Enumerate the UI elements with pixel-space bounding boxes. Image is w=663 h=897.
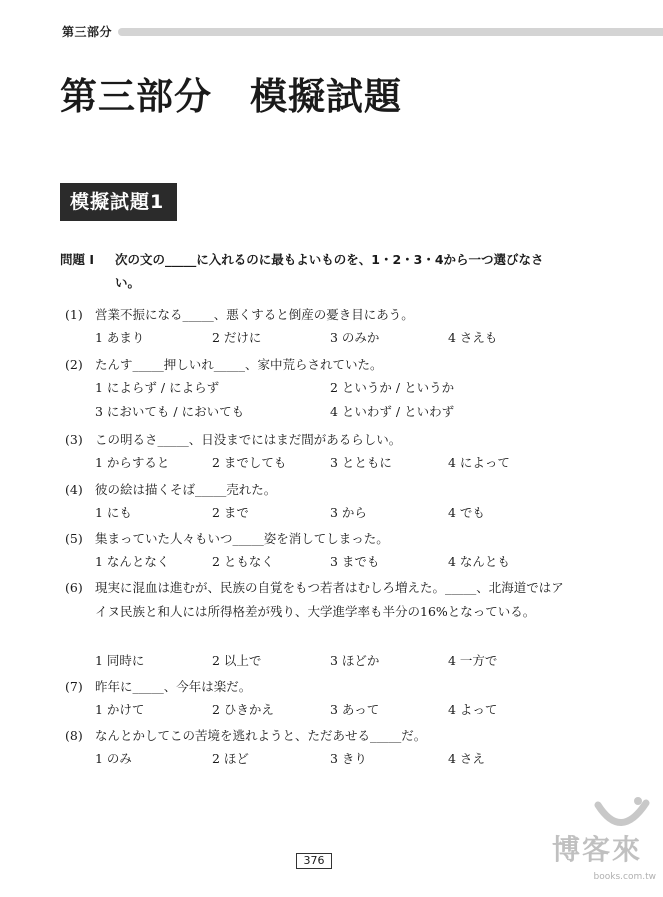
question-text: たんす_____押しいれ_____、家中荒らされていた。 — [95, 357, 383, 372]
option[interactable]: 3 あって — [330, 702, 380, 717]
running-header-label: 第三部分 — [62, 25, 113, 39]
question-text: 集まっていた人々もいつ_____姿を消してしまった。 — [95, 531, 389, 546]
question-number: (6) — [65, 580, 83, 595]
question-text: 営業不振になる_____、悪くすると倒産の憂き目にあう。 — [95, 307, 414, 322]
running-header — [62, 23, 663, 41]
option[interactable]: 4 によって — [448, 455, 510, 470]
option[interactable]: 4 なんとも — [448, 554, 510, 569]
option[interactable]: 1 のみ — [95, 751, 132, 766]
question-text: 現実に混血は進むが、民族の自覚をもつ若者はむしろ増えた。_____、北海道ではアイヌ民族と和人には所得格差が残り、大学進学率も半分の16%となっている。 — [95, 580, 564, 619]
option[interactable]: 3 から — [330, 505, 367, 520]
option[interactable]: 3 までも — [330, 554, 380, 569]
option[interactable]: 2 ほど — [212, 751, 249, 766]
question-number: (8) — [65, 728, 83, 743]
option[interactable]: 1 によらず / によらず — [95, 380, 220, 395]
option[interactable]: 2 ひきかえ — [212, 702, 274, 717]
option[interactable]: 2 というか / というか — [330, 380, 455, 395]
page-title: 第三部分 模擬試題 — [60, 75, 402, 118]
question-text: なんとかしてこの苦境を逃れようと、ただあせる_____だ。 — [95, 728, 427, 743]
question-number: (7) — [65, 679, 83, 694]
option[interactable]: 4 といわず / といわず — [330, 404, 455, 419]
option[interactable]: 3 とともに — [330, 455, 392, 470]
option[interactable]: 2 までしても — [212, 455, 287, 470]
question-text: 彼の絵は描くそば_____売れた。 — [95, 482, 277, 497]
question-text: この明るさ_____、日没までにはまだ間があるらしい。 — [95, 432, 402, 447]
option[interactable]: 1 かけて — [95, 702, 145, 717]
option[interactable]: 2 まで — [212, 505, 249, 520]
option[interactable]: 1 からすると — [95, 455, 170, 470]
option[interactable]: 2 だけに — [212, 330, 262, 345]
option[interactable]: 3 のみか — [330, 330, 380, 345]
question-number: (1) — [65, 307, 83, 322]
question-number: (5) — [65, 531, 83, 546]
option[interactable]: 1 あまり — [95, 330, 145, 345]
watermark — [538, 795, 656, 887]
watermark-url: books.com.tw — [593, 872, 656, 882]
option[interactable]: 4 一方で — [448, 653, 498, 668]
option[interactable]: 2 以上で — [212, 653, 262, 668]
question-number: (4) — [65, 482, 83, 497]
instruction-text: 次の文の_____に入れるのに最もよいものを、1・2・3・4から一つ選びなさい。 — [115, 252, 544, 290]
option[interactable]: 3 ほどか — [330, 653, 380, 668]
section-badge: 模擬試題1 — [60, 183, 177, 221]
option[interactable]: 4 でも — [448, 505, 485, 520]
option[interactable]: 4 さえも — [448, 330, 498, 345]
question-number: (2) — [65, 357, 83, 372]
page-number: 376 — [296, 853, 332, 869]
question-number: (3) — [65, 432, 83, 447]
running-header-bar — [118, 28, 663, 36]
option[interactable]: 1 なんとなく — [95, 554, 170, 569]
watermark-brand: 博客來 — [551, 833, 642, 866]
option[interactable]: 3 においても / においても — [95, 404, 245, 419]
option[interactable]: 2 ともなく — [212, 554, 274, 569]
question-text: 昨年に_____、今年は楽だ。 — [95, 679, 252, 694]
option[interactable]: 3 きり — [330, 751, 367, 766]
instruction-number: 問題 I — [60, 252, 95, 267]
option[interactable]: 1 にも — [95, 505, 132, 520]
option[interactable]: 4 さえ — [448, 751, 485, 766]
option[interactable]: 4 よって — [448, 702, 498, 717]
option[interactable]: 1 同時に — [95, 653, 145, 668]
